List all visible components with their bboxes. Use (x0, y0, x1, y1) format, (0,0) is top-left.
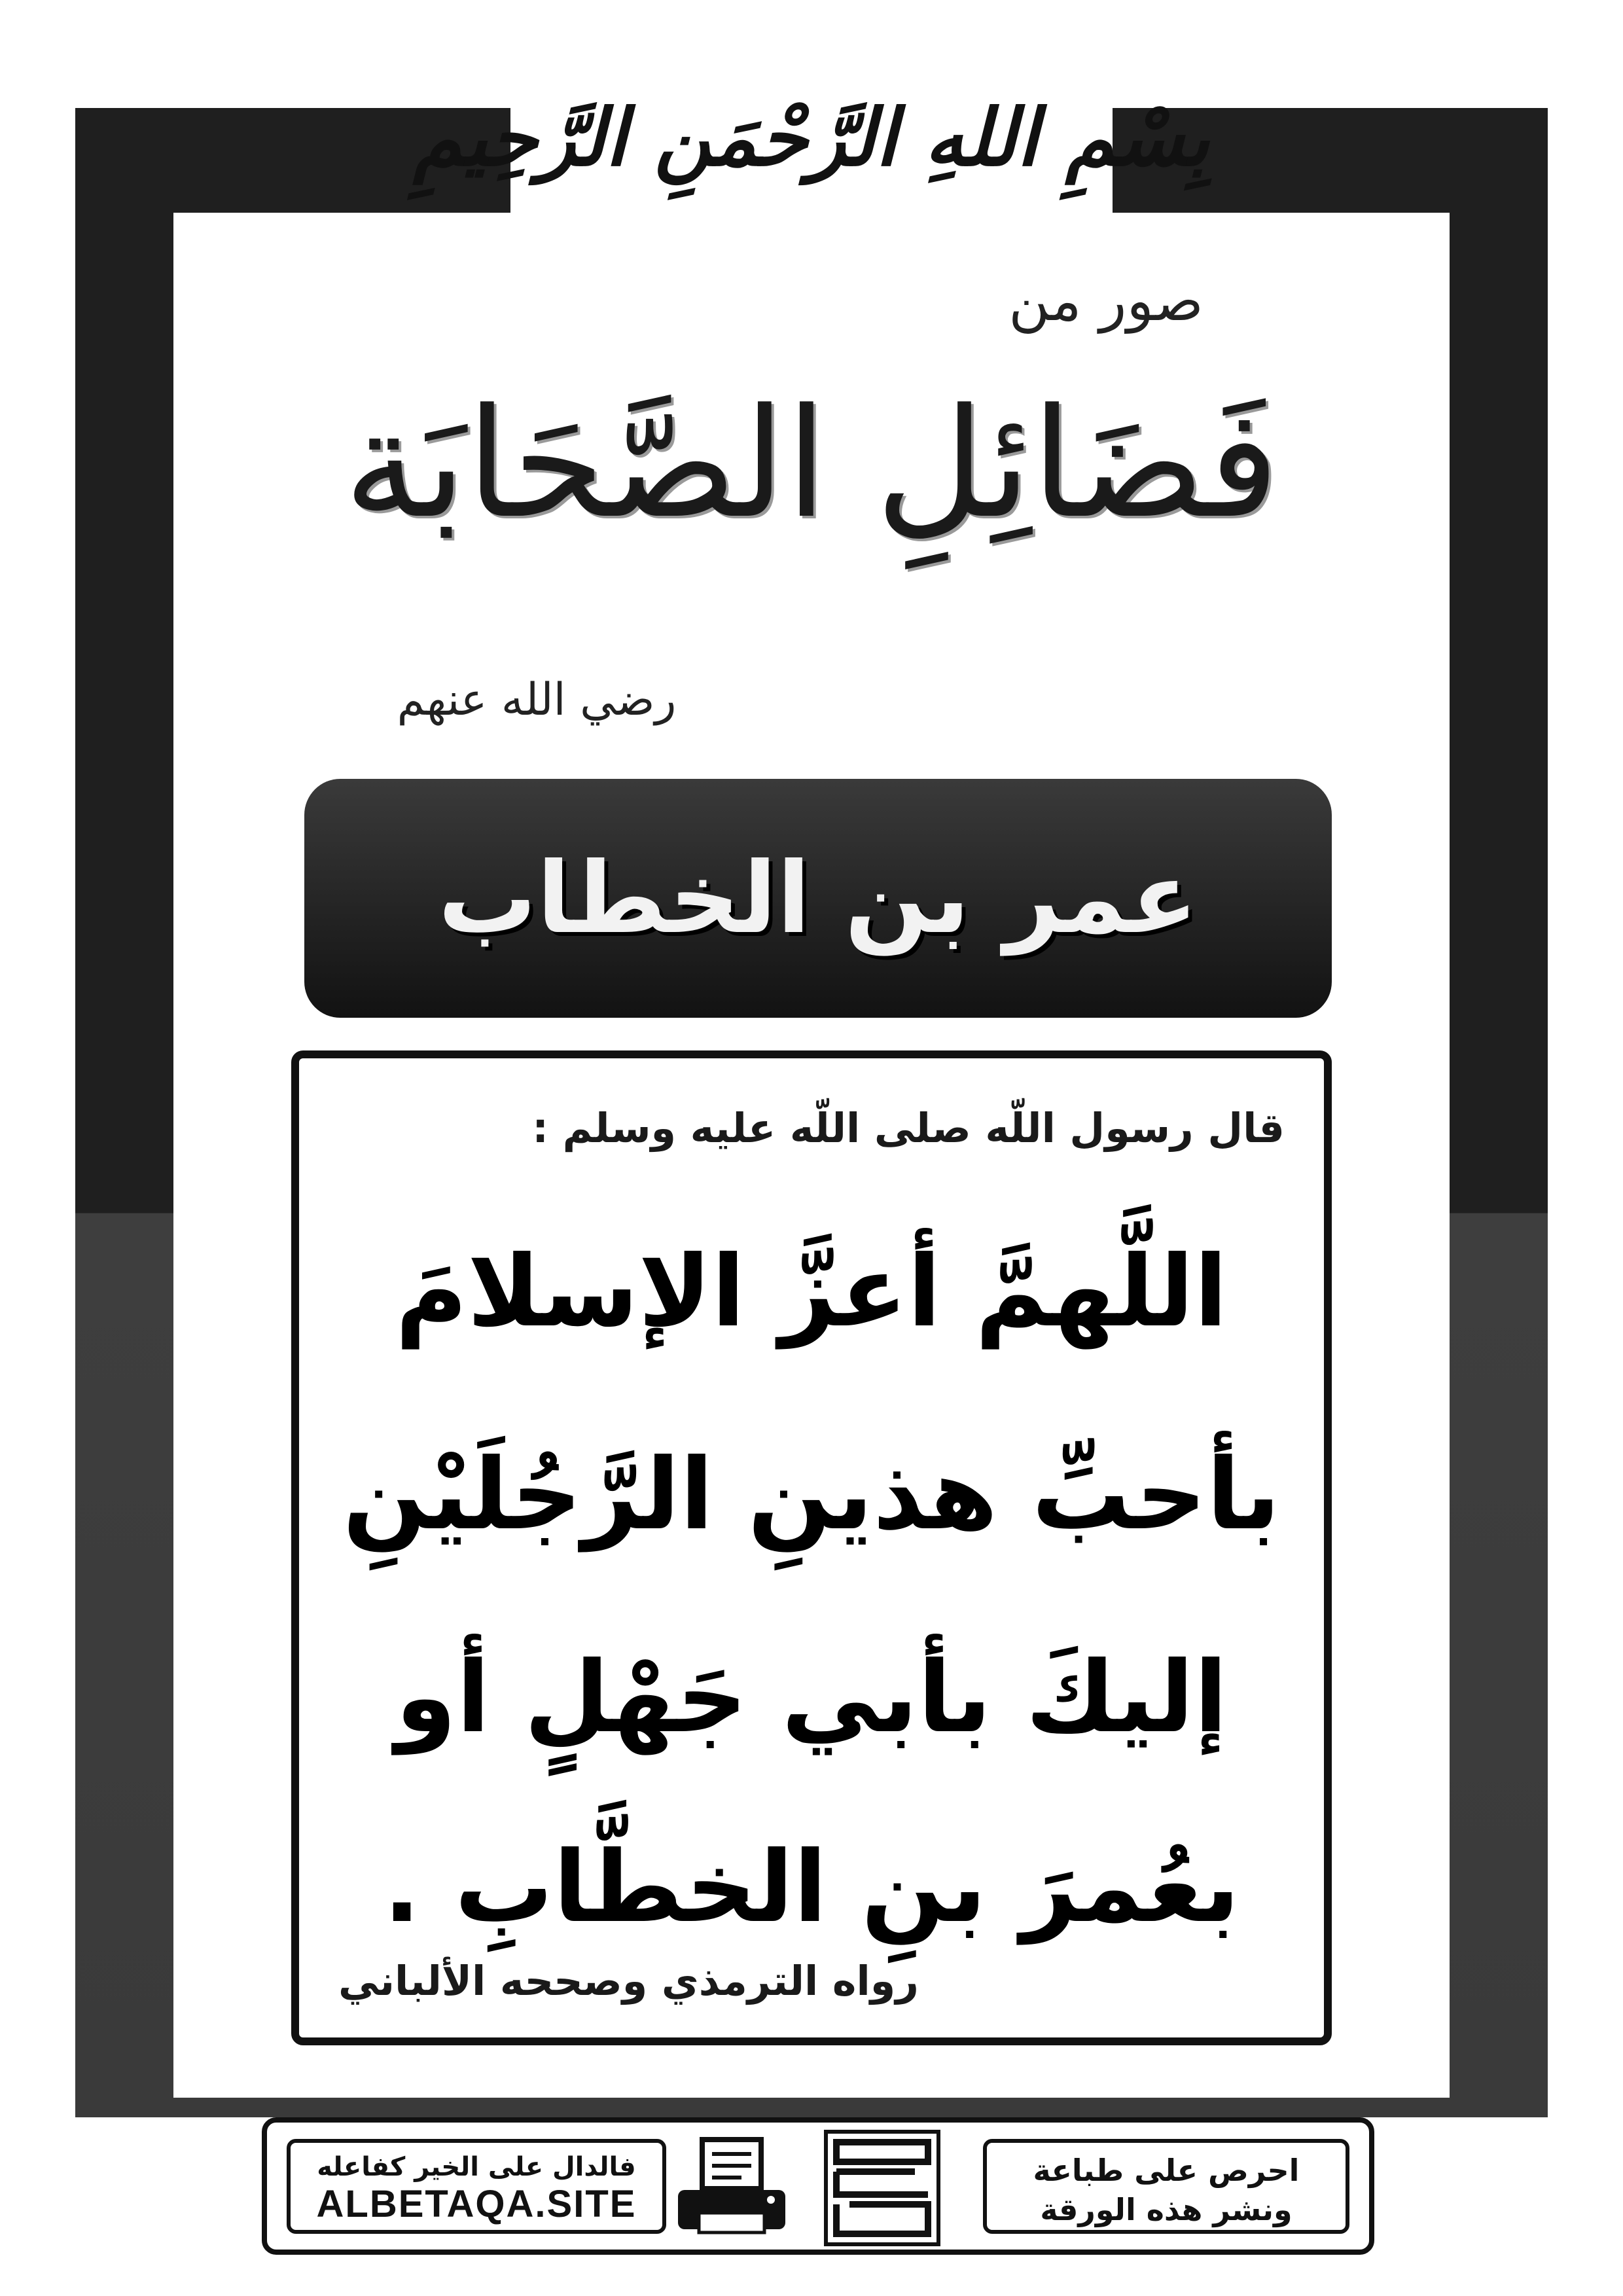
blessing-text: رضي الله عنهم (397, 674, 677, 726)
footer-cta-line: احرص على طباعة (1033, 2153, 1300, 2188)
hadith-line: بعُمرَ بنِ الخطَّابِ . (383, 1831, 1240, 1945)
hadith-line: إليكَ بأبي جَهْلٍ أو (395, 1641, 1228, 1755)
companion-name-banner (304, 779, 1332, 1018)
bismillah-text: بِسْمِ اللهِ الرَّحْمَنِ الرَّحِيمِ (413, 91, 1210, 184)
series-title: فَضَائِلِ الصَّحَابَة (343, 377, 1280, 552)
footer-site-link[interactable]: ALBETAQA.SITE (316, 2183, 637, 2225)
footer-bar (262, 2117, 1374, 2255)
footer-cta-line: ونشر هذه الورقة (1040, 2192, 1293, 2227)
hadith-intro: قال رسول اللّه صلى اللّه عليه وسلم : (532, 1104, 1285, 1152)
series-subtitle: صور من (1008, 268, 1204, 334)
hadith-line: اللَّهمَّ أعزَّ الإسلامَ (395, 1235, 1228, 1349)
hadith-box (291, 1050, 1332, 2045)
hadith-source: رواه الترمذي وصححه الألباني (338, 1957, 919, 2005)
hadith-line: بأحبِّ هذينِ الرَّجُلَيْنِ (342, 1438, 1281, 1552)
footer-saying: فالدال على الخير كفاعله (317, 2152, 636, 2182)
footer-call-to-action (983, 2139, 1349, 2234)
bismillah-header (413, 39, 1210, 236)
footer-site-box (287, 2139, 666, 2234)
printer-icon (673, 2134, 791, 2242)
companion-name: عمر بن الخطاب (438, 841, 1198, 956)
kufic-logo-icon (823, 2129, 941, 2247)
